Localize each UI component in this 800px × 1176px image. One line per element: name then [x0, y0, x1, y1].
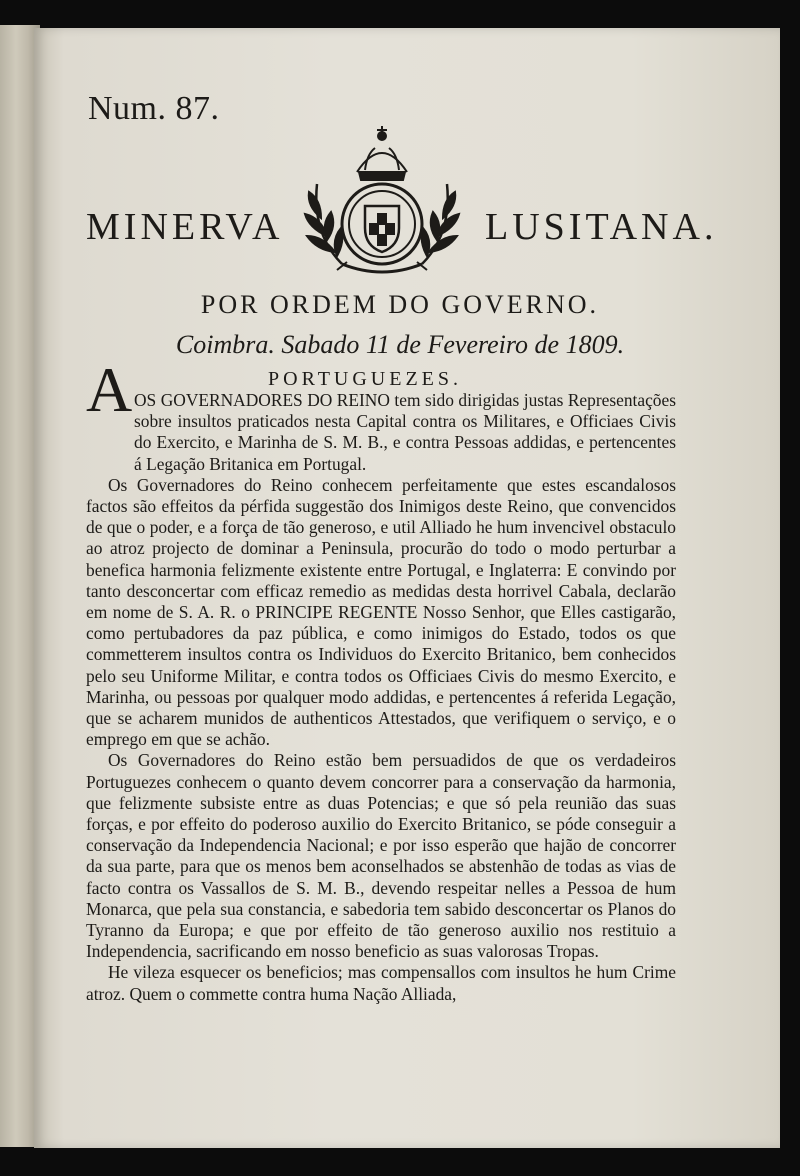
subtitle: POR ORDEM DO GOVERNO.: [200, 290, 600, 319]
salutation: PORTUGUEZES.: [268, 368, 463, 390]
article-paragraph-3: Os Governadores do Reino estão bem persuadidos de que os verdadeiros Portuguezes conhecem o quanto devem concorrer para a conservação da harmonia, que felizmente subsiste entre as duas Potencias; e que só pela reunião das suas forças, e por effeito do poderoso auxilio do Exercito Britanico, se póde conseguir a conservação da Independencia Nacional; e por isso esperão que hajão de concorrer da sua parte, para que os menos bem aconselhados se abstenhão de todas as vias de facto contra os Vassallos de S. M. B., devendo respeitar nelles a Pessoa de hum Monarca, que pela sua constancia, e sabedoria tem sabido desconcertar os Planos do Tyranno da Europa; e que por effeito de tão generoso auxilio nos restituio a Independencia, sacrificando em nosso beneficio as suas valorosas Tropas.: [86, 750, 676, 962]
royal-coat-of-arms-emblem: [287, 124, 477, 282]
issue-number: Num. 87.: [88, 90, 220, 127]
dateline: Coimbra. Sabado 11 de Fevereiro de 1809.: [175, 330, 625, 359]
article-body: [86, 390, 676, 1005]
article-paragraph-4: He vileza esquecer os beneficios; mas compensallos com insultos he hum Crime atroz. Quem o commette contra huma Nação Alliada,: [86, 962, 676, 1004]
drop-cap: A: [86, 354, 133, 425]
article-paragraph-1: OS GOVERNADORES DO REINO tem sido dirigidas justas Representações sobre insultos praticados nesta Capital contra os Militares, e Officiaes Civis do Exercito, e Marinha de S. M. B., e contra Pessoas addidas, e pertencentes á Legação Britanica em Portugal.: [134, 390, 676, 474]
masthead-left: MINERVA: [86, 206, 284, 248]
article-paragraph-2: Os Governadores do Reino conhecem perfeitamente que estes escandalosos factos são effeitos da pérfida suggestão dos Inimigos deste Reino, que convencidos de que o poder, e a força de tão generoso, e util Alliado he hum invencivel obstaculo ao atroz projecto de dominar a Peninsula, procurão do todo o modo perturbar a benefica harmonia felizmente existente entre Portugal, e Inglaterra: E convindo por tanto desconcertar com efficaz remedio as medidas desta horrivel Cabala, declarão em nome de S. A. R. o PRINCIPE REGENTE Nosso Senhor, que Elles castigarão, como pertubadores da paz pública, e como inimigos do Estado, todos os que commetterem insultos contra os Individuos do Exercito Britanico, bem conhecidos pelo seu Uniforme Militar, e contra todos os Officiaes Civis do mesmo Exercito, e Marinha, ou pessoas por qualquer modo addidas, e pertencentes á referida Legação, que se acharem munidos de authenticos Attestados, que verifiquem o serviço, e o emprego em que se achão.: [86, 474, 676, 750]
masthead-right: LUSITANA.: [485, 206, 718, 248]
